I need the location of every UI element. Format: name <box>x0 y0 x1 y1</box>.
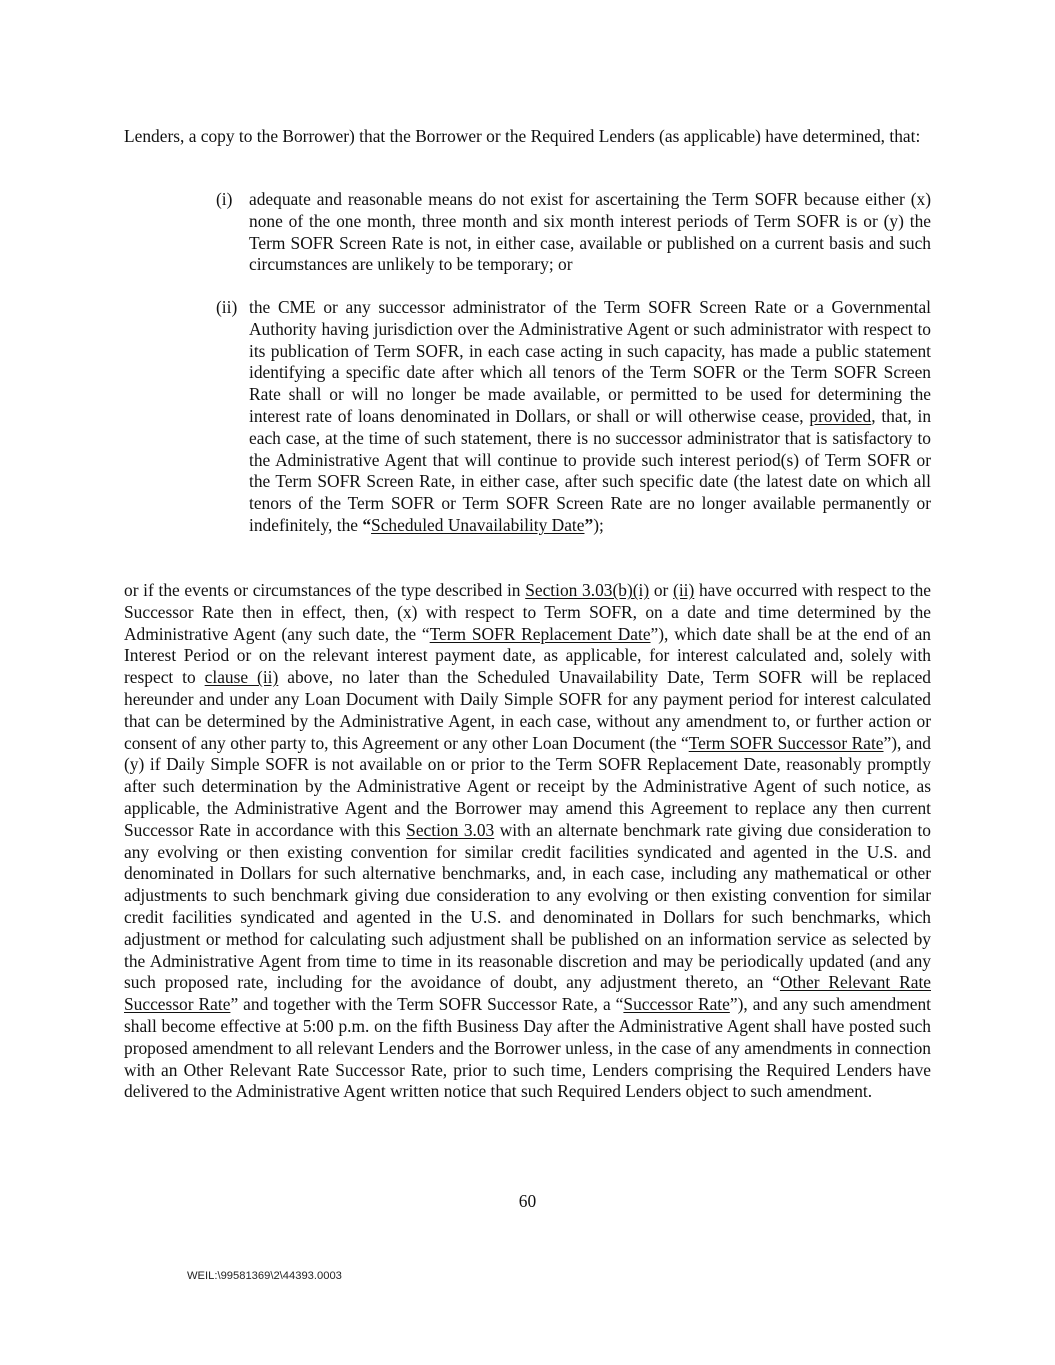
main-text-5: above, no later than the Scheduled Unavailability Date, Term SOFR will be replaced hereunder and under any Loan Document with Daily Simple SOFR for any payment period for interest calculated that can be determined by the Administrative Agent, in each case, without any amendment to, or further action or consent of any other party to, this Agreement or any other Loan Document (the “ <box>124 667 931 753</box>
clause-i <box>216 189 931 276</box>
defined-term-successor-rate: Successor Rate <box>623 994 730 1015</box>
intro-paragraph: Lenders, a copy to the Borrower) that the Borrower or the Required Lenders (as applicable) have determined, that: <box>124 126 921 146</box>
main-text-2: or <box>649 580 674 600</box>
main-text-7: with an alternate benchmark rate giving due consideration to any evolving or then existing convention for similar credit facilities syndicated and agented in the U.S. and denominated in Dollars for such alternative benchmarks, and, in each case, including any mathematical or other adjustments to such benchmark giving due consideration to any evolving or then existing convention for similar credit facilities syndicated and agented in the U.S. and denominated in Dollars for such benchmarks, which adjustment or method for calculating such adjustment shall be published on an information service as selected by the Administrative Agent from time to time in its reasonable discretion and may be periodically updated (and any such proposed rate, including for the avoidance of doubt, any adjustment thereto, an “ <box>124 819 931 993</box>
clause-i-text: adequate and reasonable means do not exist for ascertaining the Term SOFR because either (x) none of the one month, three month and six month interest periods of Term SOFR is or (y) the Term SOFR Screen Rate is not, in either case, available or published on a current basis and such circumstances are unlikely to be temporary; or <box>249 189 931 275</box>
provided-term: provided <box>809 405 872 426</box>
clause-ii-text-cont: , that, in each case, at the time of such statement, there is no successor administrator that is satisfactory to the Administrative Agent that will continue to provide such interest period(s) of Term SOFR or the Term SOFR Screen Rate, in either case, after such specific date (the latest date on which all tenors of the Term SOFR or Term SOFR Screen Rate are no longer available permanently or indefinitely, the <box>249 405 932 535</box>
main-text-9: ”), and any such amendment shall become effective at 5:00 p.m. on the fifth Business Day after the Administrative Agent shall have posted such proposed amendment to all relevant Lenders and the Borrower unless, in the case of any amendments in connection with an Other Relevant Rate Successor Rate, prior to such time, Lenders comprising the Required Lenders have delivered to the Administrative Agent written notice that such Required Lenders object to such amendment. <box>124 994 931 1102</box>
main-text-3: have occurred with respect to the Successor Rate then in effect, then, (x) with respect to Term SOFR, on a date and time determined by the Administrative Agent (any such date, the “ <box>124 580 932 644</box>
section-ref-3-03: Section 3.03 <box>406 819 495 840</box>
clause-ii-number: (ii) <box>216 297 238 317</box>
quote-close: ” <box>584 514 594 535</box>
clause-i-number: (i) <box>216 189 233 209</box>
section-ref-3-03-b-i: Section 3.03(b)(i) <box>525 580 650 600</box>
defined-term-other-relevant-rate-successor-rate: Other Relevant Rate Successor Rate <box>124 972 931 1015</box>
clause-ref-ii: (ii) <box>673 580 695 600</box>
page-number: 60 <box>518 1191 537 1211</box>
clause-ii-text-end: ); <box>593 514 604 535</box>
defined-term-scheduled-unavailability-date: Scheduled Unavailability Date <box>371 514 585 535</box>
clause-ii-text: the CME or any successor administrator of the Term SOFR Screen Rate or a Governmental Authority having jurisdiction over the Administrative Agent or such administrator with respect to its publication of Term SOFR, in each case acting in such capacity, has made a public statement identifying a specific date after which all tenors of the Term SOFR or the Term SOFR Screen Rate shall or will no longer be made available, or permitted to be used for determining the interest rate of loans denominated in Dollars, or shall or will otherwise cease, <box>249 297 931 426</box>
document-id: WEIL:\99581369\2\44393.0003 <box>187 1270 342 1282</box>
main-text-8: ” and together with the Term SOFR Successor Rate, a “ <box>230 994 624 1015</box>
quote-open: “ <box>362 514 372 535</box>
defined-term-term-sofr-successor-rate: Term SOFR Successor Rate <box>688 732 884 753</box>
defined-term-term-sofr-replacement-date: Term SOFR Replacement Date <box>429 623 651 644</box>
clause-ref-clause-ii: clause (ii) <box>204 667 279 688</box>
main-text-4: ”), which date shall be at the end of an Interest Period or on the relevant interest payment date, as applicable, for interest calculated and, solely with respect to <box>124 623 931 688</box>
main-text-1: or if the events or circumstances of the type described in <box>124 580 526 600</box>
main-text-6: ”), and (y) if Daily Simple SOFR is not available on or prior to the Term SOFR Replacement Date, reasonably promptly after such determination by the Administrative Agent or receipt by the Administrative Agent of such notice, as applicable, the Administrative Agent and the Borrower may amend this Agreement to replace any then current Successor Rate in accordance with this <box>124 732 931 840</box>
clause-ii <box>216 297 932 537</box>
main-paragraph <box>124 580 931 1103</box>
